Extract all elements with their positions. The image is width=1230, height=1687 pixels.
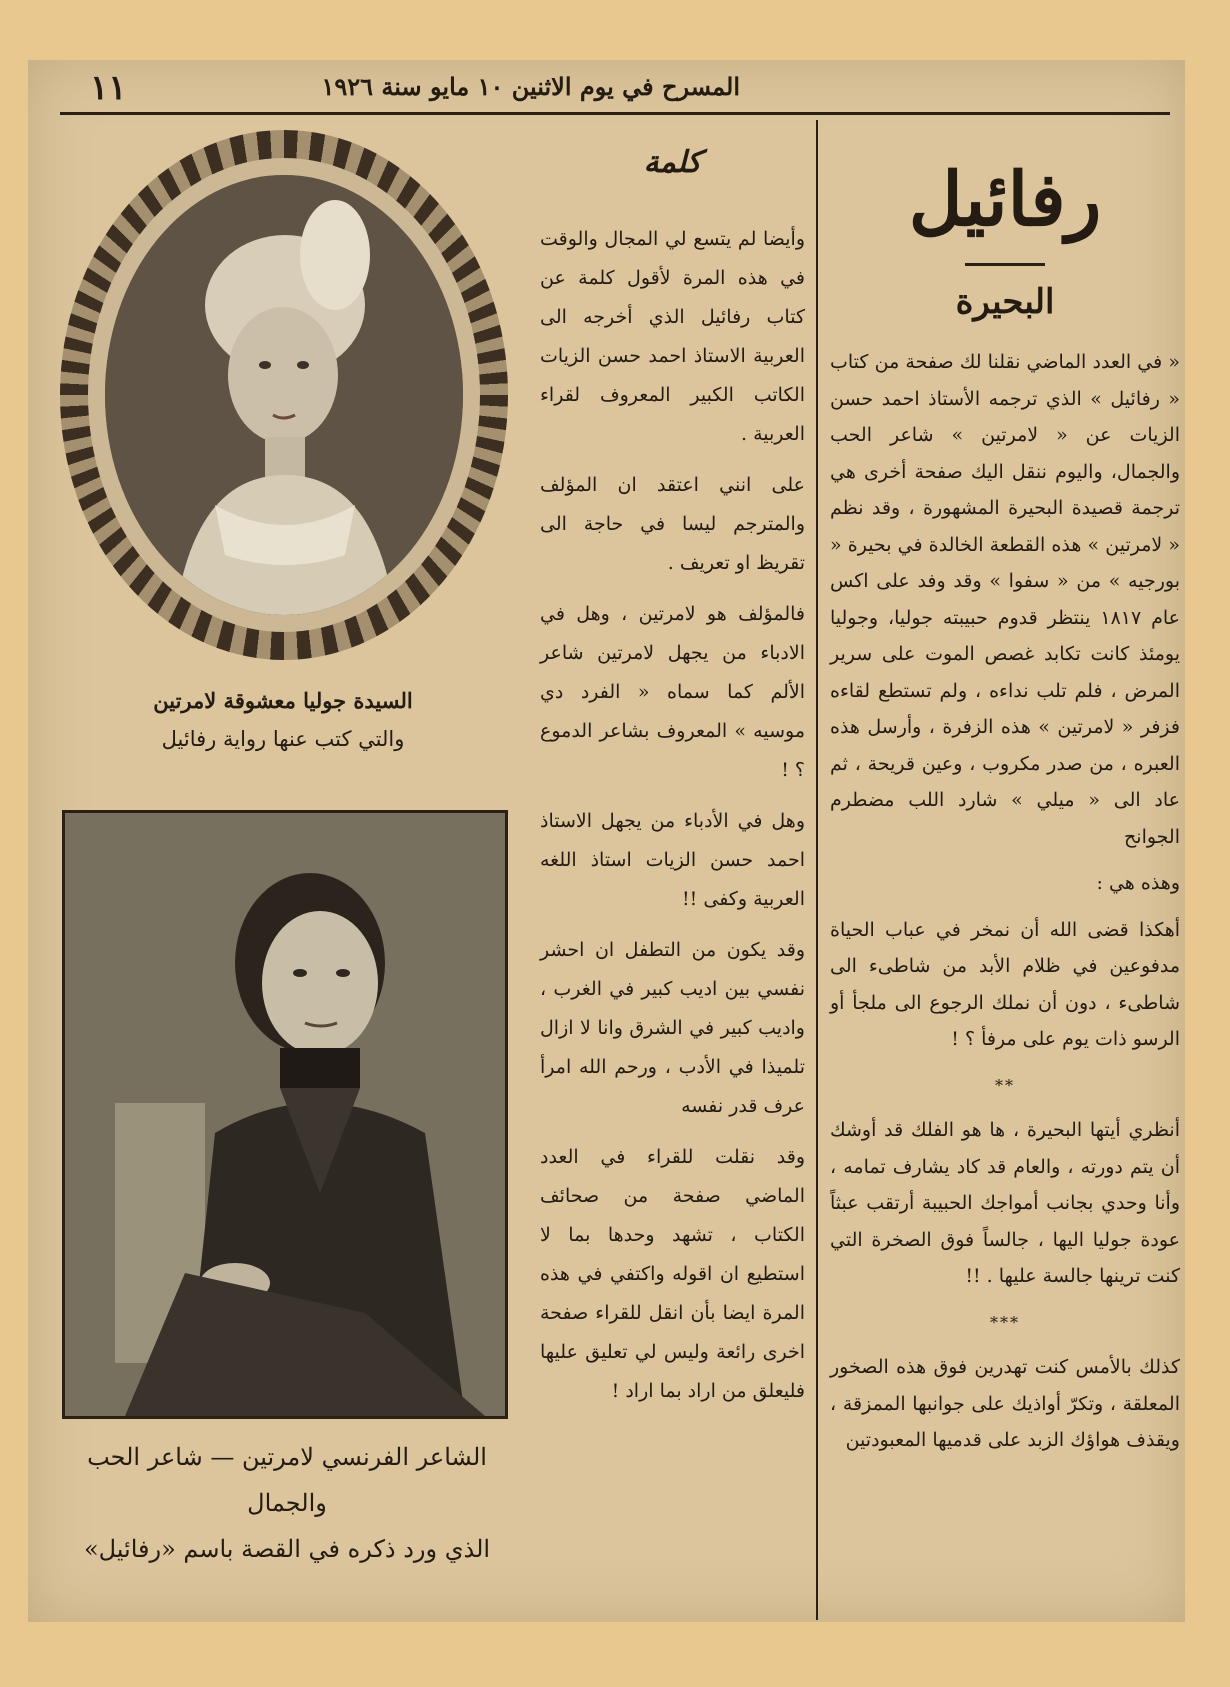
paragraph: وهذه هي : — [1096, 872, 1180, 895]
header-rule — [60, 112, 1170, 115]
paragraph: وهل في الأدباء من يجهل الاستاذ احمد حسن الزيات استاذ اللغه العربية وكفى !! — [540, 810, 805, 910]
paragraph: وقد نقلت للقراء في العدد الماضي صفحة من صحائف الكتاب ، تشهد وحدها بما لا استطيع ان اقوله واكتفي في هذه المرة ايضا بأن انقل للقراء صفحة اخرى رائعة وليس لي تعليق عليها فليعلق من اراد بما اراد ! — [540, 1146, 805, 1402]
caption-line: الشاعر الفرنسي لامرتين — شاعر الحب والجمال — [87, 1443, 487, 1517]
article-raphael — [830, 120, 1180, 1610]
article-kalima — [540, 145, 805, 1545]
lamartine-portrait-image — [62, 810, 508, 1419]
title-rule — [965, 263, 1045, 266]
julia-portrait-image — [105, 175, 463, 615]
newspaper-page — [28, 60, 1185, 1622]
oval-portrait-mat — [88, 158, 480, 632]
paragraph: وقد يكون من التطفل ان احشر نفسي بين اديب كبير في الغرب ، واديب كبير في الشرق وانا لا ازال تلميذا في الأدب ، ورحم الله امرأ عرف قدر نفسه — [540, 939, 805, 1117]
column-divider — [816, 120, 818, 1620]
caption-line: السيدة جوليا معشوقة لامرتين — [153, 688, 413, 713]
julia-portrait-illustration — [105, 175, 463, 615]
separator: *** — [990, 1312, 1020, 1332]
paragraph: أنظري أيتها البحيرة ، ها هو الفلك قد أوشك أن يتم دورته ، والعام قد كاد يشارف تمامه ، وأنا وحدي بجانب أمواجك الحبيبة أرتقب عبثاً عودة جوليا اليها ، جالساً فوق الصخرة التي كنت ترينها جالسة عليها . !! — [830, 1119, 1180, 1288]
paragraph: وأيضا لم يتسع لي المجال والوقت في هذه المرة لأقول كلمة عن كتاب رفائيل الذي أخرجه الى العربية الاستاذ احمد حسن الزيات الكاتب الكبير المعروف لقراء العربية . — [540, 228, 805, 445]
julia-caption — [68, 682, 498, 758]
paragraph: كذلك بالأمس كنت تهدرين فوق هذه الصخور المعلقة ، وتكرّ أواذيك على جوانبها الممزقة ، ويقذف هواؤك الزبد على قدميها المعبودتين — [830, 1356, 1180, 1452]
article-title: رفائيل — [908, 157, 1102, 243]
paragraph: على انني اعتقد ان المؤلف والمترجم ليسا في حاجة الى تقريظ او تعريف . — [540, 474, 805, 574]
oval-portrait-frame — [60, 130, 508, 660]
page-number: ١١ — [90, 68, 127, 108]
paragraph: أهكذا قضى الله أن نمخر في عباب الحياة مدفوعين في ظلام الأبد من شاطىء الى شاطىء ، دون أن نملك الرجوع الى ملجأ أو الرسو ذات يوم على مرفأ ؟ ! — [830, 918, 1180, 1051]
separator: *​* — [995, 1075, 1015, 1095]
caption-line: الذي ورد ذكره في القصة باسم «رفائيل» — [83, 1535, 491, 1563]
article-title: كلمة — [643, 145, 702, 180]
paragraph: فالمؤلف هو لامرتين ، وهل في الادباء من يجهل لامرتين شاعر الألم كما سماه « الفرد دي موسيه » المعروف بشاعر الدموع ؟ ! — [540, 603, 805, 781]
caption-line: والتي كتب عنها رواية رفائيل — [161, 727, 405, 751]
header-title: المسرح في يوم الاثنين ١٠ مايو سنة ١٩٢٦ — [321, 72, 740, 101]
paragraph: « في العدد الماضي نقلنا لك صفحة من كتاب « رفائيل » الذي ترجمه الأستاذ احمد حسن الزيات عن « لامرتين » شاعر الحب والجمال، واليوم ننقل اليك صفحة أخرى هي ترجمة قصيدة البحيرة المشهورة ، وقد نظم « لامرتين » هذه القطعة الخالدة في بحيرة « بورجيه » من « سفوا » وقد وفد على اكس عام ١٨١٧ ينتظر قدوم حبيبته جوليا، وجوليا يومئذ كانت تكابد غصص الموت على سرير المرض ، فلم تلب نداءه ، ولم تستطع لقاءه فزفر « لامرتين » هذه الزفرة ، وأرسل هذه العبره ، من صدر مكروب ، وعين قريحة ، ثم عاد الى « ميلي » شارد اللب مضطرم الجوانح — [830, 351, 1180, 848]
page-header — [60, 68, 1170, 112]
lamartine-caption — [64, 1434, 510, 1572]
lamartine-portrait-illustration — [65, 813, 505, 1416]
article-body — [830, 344, 1180, 1459]
section-title: البحيرة — [955, 282, 1055, 323]
